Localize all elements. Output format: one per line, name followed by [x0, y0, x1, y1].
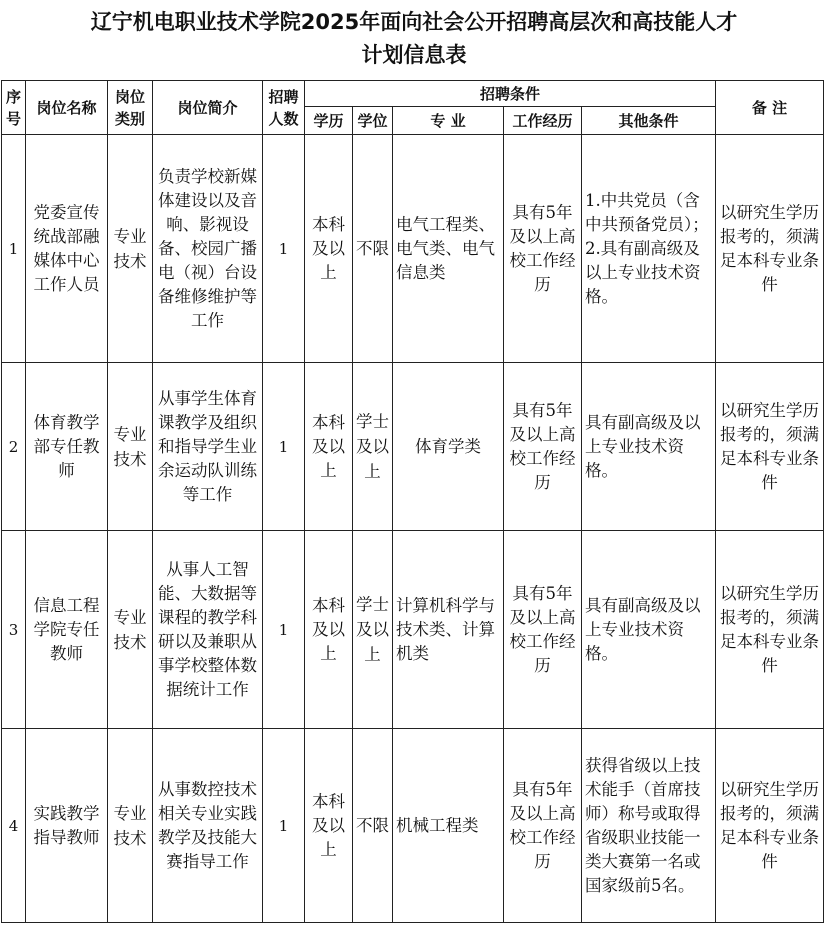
cell-other: 1.中共党员（含中共预备党员）；2.具有副高级及以上专业技术资格。: [582, 135, 716, 363]
cell-name: 实践教学指导教师: [26, 729, 108, 923]
cell-type: 专业技术: [108, 363, 153, 531]
cell-type: 专业技术: [108, 135, 153, 363]
header-seq: 序号: [2, 81, 26, 135]
cell-note: 以研究生学历报考的，须满足本科专业条件: [716, 363, 824, 531]
cell-degree: 学士及以上: [353, 531, 393, 729]
header-name: 岗位名称: [26, 81, 108, 135]
cell-name: 信息工程学院专任教师: [26, 531, 108, 729]
cell-name: 体育教学部专任教师: [26, 363, 108, 531]
cell-degree: 不限: [353, 729, 393, 923]
title-line-2: 计划信息表: [361, 43, 467, 67]
cell-count: 1: [263, 363, 305, 531]
recruitment-table: [1, 80, 824, 923]
cell-edu: 本科及以上: [305, 363, 353, 531]
cell-major: 电气工程类、电气类、电气信息类: [393, 135, 504, 363]
cell-seq: 3: [2, 531, 26, 729]
cell-major: 体育学类: [393, 363, 504, 531]
cell-seq: 1: [2, 135, 26, 363]
cell-type: 专业技术: [108, 729, 153, 923]
header-edu: 学历: [305, 107, 353, 135]
header-desc: 岗位简介: [153, 81, 263, 135]
cell-experience: 具有5年及以上高校工作经历: [504, 135, 582, 363]
header-type: 岗位类别: [108, 81, 153, 135]
cell-note: 以研究生学历报考的，须满足本科专业条件: [716, 135, 824, 363]
cell-experience: 具有5年及以上高校工作经历: [504, 363, 582, 531]
header-note: 备 注: [716, 81, 824, 135]
cell-note: 以研究生学历报考的，须满足本科专业条件: [716, 729, 824, 923]
header-experience: 工作经历: [504, 107, 582, 135]
cell-seq: 2: [2, 363, 26, 531]
page-title: [0, 6, 828, 72]
table-row: [2, 135, 824, 363]
cell-degree: 不限: [353, 135, 393, 363]
cell-other: 获得省级以上技术能手（首席技师）称号或取得省级职业技能一类大赛第一名或国家级前5名。: [582, 729, 716, 923]
cell-other: 具有副高级及以上专业技术资格。: [582, 531, 716, 729]
header-other: 其他条件: [582, 107, 716, 135]
cell-desc: 负责学校新媒体建设以及音响、影视设备、校园广播电（视）台设备维修维护等工作: [153, 135, 263, 363]
header-major: 专 业: [393, 107, 504, 135]
cell-major: 计算机科学与技术类、计算机类: [393, 531, 504, 729]
cell-desc: 从事人工智能、大数据等课程的教学科研以及兼职从事学校整体数据统计工作: [153, 531, 263, 729]
cell-experience: 具有5年及以上高校工作经历: [504, 729, 582, 923]
cell-edu: 本科及以上: [305, 729, 353, 923]
header-count: 招聘人数: [263, 81, 305, 135]
title-line-1: 辽宁机电职业技术学院2025年面向社会公开招聘高层次和高技能人才: [90, 10, 738, 34]
header-conditions: 招聘条件: [305, 81, 716, 107]
table-row: [2, 363, 824, 531]
cell-edu: 本科及以上: [305, 531, 353, 729]
cell-count: 1: [263, 135, 305, 363]
cell-count: 1: [263, 531, 305, 729]
cell-desc: 从事学生体育课教学及组织和指导学生业余运动队训练等工作: [153, 363, 263, 531]
cell-count: 1: [263, 729, 305, 923]
cell-major: 机械工程类: [393, 729, 504, 923]
cell-seq: 4: [2, 729, 26, 923]
cell-note: 以研究生学历报考的，须满足本科专业条件: [716, 531, 824, 729]
cell-desc: 从事数控技术相关专业实践教学及技能大赛指导工作: [153, 729, 263, 923]
header-degree: 学位: [353, 107, 393, 135]
cell-edu: 本科及以上: [305, 135, 353, 363]
table-row: [2, 531, 824, 729]
cell-type: 专业技术: [108, 531, 153, 729]
cell-other: 具有副高级及以上专业技术资格。: [582, 363, 716, 531]
cell-degree: 学士及以上: [353, 363, 393, 531]
cell-experience: 具有5年及以上高校工作经历: [504, 531, 582, 729]
cell-name: 党委宣传统战部融媒体中心工作人员: [26, 135, 108, 363]
table-row: [2, 729, 824, 923]
